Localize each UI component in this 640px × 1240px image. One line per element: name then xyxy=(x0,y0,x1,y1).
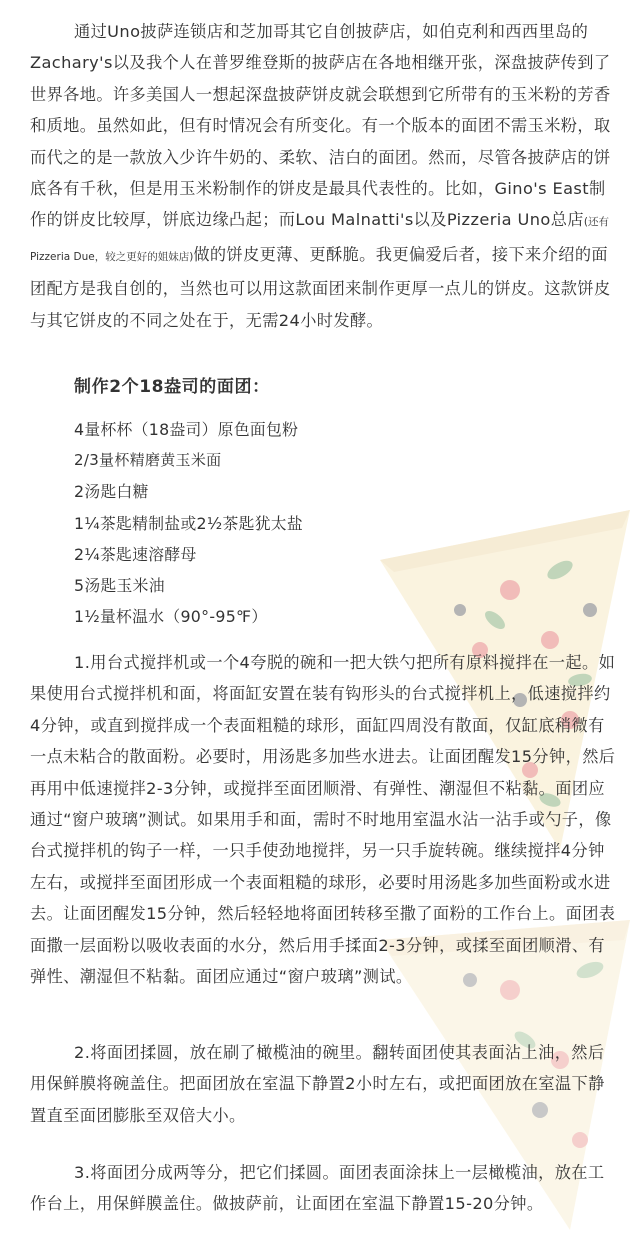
ingredient-item: 2/3量杯精磨黄玉米面 xyxy=(74,451,222,470)
step-paragraph-2: 2.将面团揉圆，放在刷了橄榄油的碗里。翻转面团使其表面沾上油，然后用保鲜膜将碗盖住。把面团放在室温下静置2小时左右，或把面团放在室温下静置直至面团膨胀至双倍大小。 xyxy=(30,1043,605,1125)
intro-small-note: (还有Pizzeria Due，较之更好的姐妹店) xyxy=(30,216,610,263)
intro-paragraph xyxy=(30,16,616,336)
ingredient-item: 2¼茶匙速溶酵母 xyxy=(74,544,197,564)
intro-text: 通过Uno披萨连锁店和芝加哥其它自创披萨店，如伯克利和西西里岛的Zachary's以及我个人在普罗维登斯的披萨店在各地相继开张，深盘披萨传到了世界各地。许多美国人一想起深盘披萨饼皮就会联想到它所带有的玉米粉的芳香和质地。虽然如此，但有时情况会有所变化。有一个版本的面团不需玉米粉，取而代之的是一款放入少许牛奶的、柔软、洁白的面团。然而，尽管各披萨店的饼底各有千秋，但是用玉米粉制作的饼皮是最具代表性的。比如，Gino's East制作的饼皮比较厚，饼底边缘凸起；而Lou Malnatti's以及Pizzeria Uno总店 xyxy=(30,22,611,230)
recipe-heading: 制作2个18盎司的面团： xyxy=(74,377,270,397)
intro-text-continued: 做的饼皮更薄、更酥脆。我更偏爱后者，接下来介绍的面团配方是我自创的，当然也可以用这款面团来制作更厚一点儿的饼皮。这款饼皮与其它饼皮的不同之处在于，无需24小时发酵。 xyxy=(30,244,611,330)
step-paragraph-1: 1.用台式搅拌机或一个4夸脱的碗和一把大铁勺把所有原料搅拌在一起。如果使用台式搅拌机和面，将面缸安置在装有钩形头的台式搅拌机上，低速搅拌约4分钟，或直到搅拌成一个表面粗糙的球形，面缸四周没有散面，仅缸底稍微有一点未粘合的散面粉。必要时，用汤匙多加些水进去。让面团醒发15分钟，然后再用中低速搅拌2-3分钟，或搅拌至面团顺滑、有弹性、潮湿但不粘黏。面团应通过“窗户玻璃”测试。如果用手和面，需时不时地用室温水沾一沾手或勺子，像台式搅拌机的钩子一样，一只手使劲地搅拌，另一只手旋转碗。继续搅拌4分钟左右，或搅拌至面团形成一个表面粗糙的球形，必要时用汤匙多加些面粉或水进去。让面团醒发15分钟，然后轻轻地将面团转移至撒了面粉的工作台上。面团表面撒一层面粉以吸收表面的水分，然后用手揉面2-3分钟，或揉至面团顺滑、有弹性、潮湿但不粘黏。面团应通过“窗户玻璃”测试。 xyxy=(30,653,616,987)
ingredient-item: 4量杯杯（18盎司）原色面包粉 xyxy=(74,420,299,439)
ingredient-item: 1¼茶匙精制盐或2½茶匙犹太盐 xyxy=(74,513,303,533)
ingredient-item: 5汤匙玉米油 xyxy=(74,575,165,595)
step-paragraph-3: 3.将面团分成两等分，把它们揉圆。面团表面涂抹上一层橄榄油，放在工作台上，用保鲜膜盖住。做披萨前，让面团在室温下静置15-20分钟。 xyxy=(30,1163,605,1214)
ingredient-list xyxy=(74,414,434,632)
ingredient-item: 1½量杯温水（90°-95℉） xyxy=(74,607,268,627)
ingredient-item: 2汤匙白糖 xyxy=(74,482,149,502)
